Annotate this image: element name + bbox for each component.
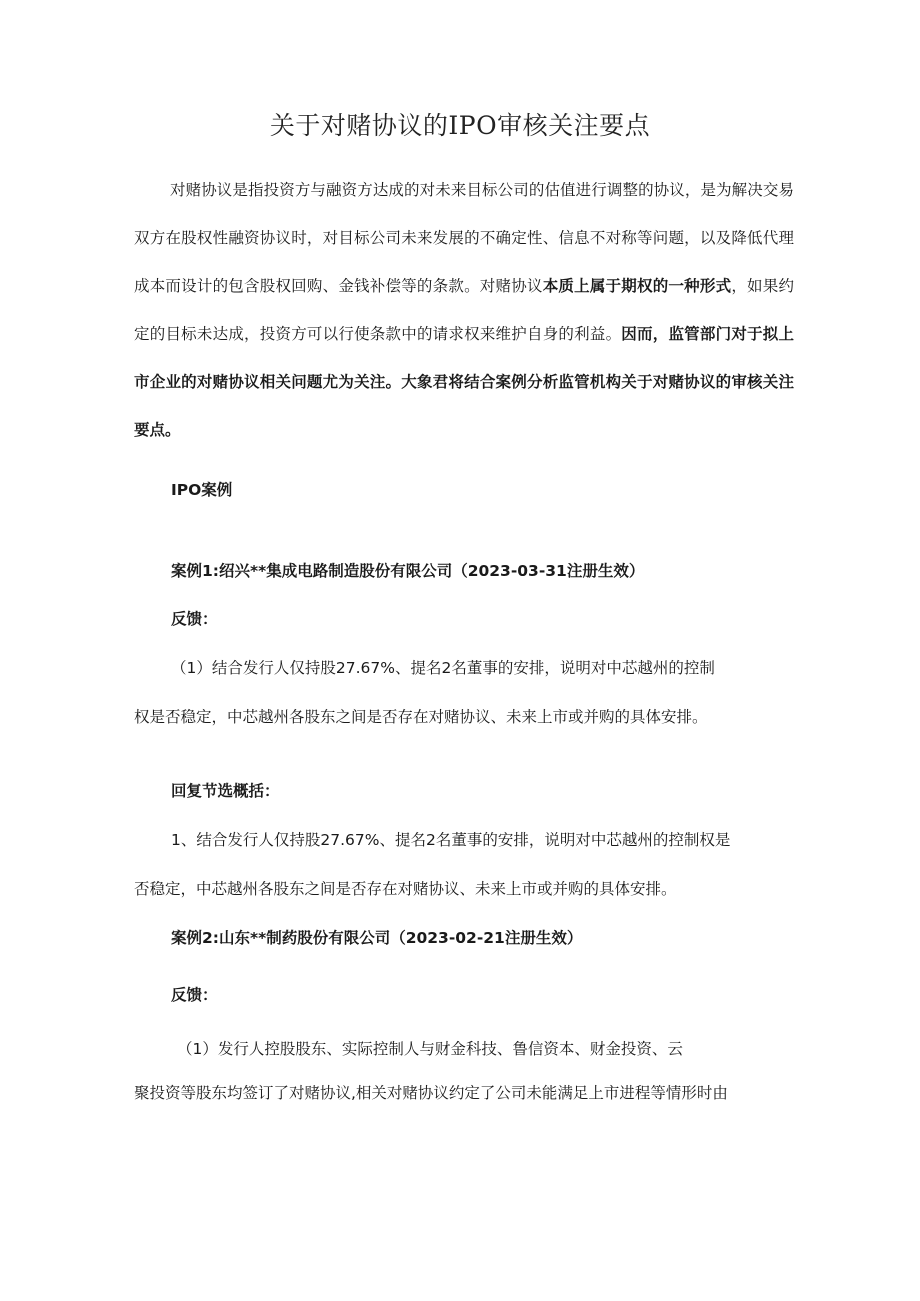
intro-bold-1: 本质上属于期权的一种形式 bbox=[542, 277, 732, 295]
case1-feedback-line: （1）结合发行人仅持股27.67%、提名2名董事的安排，说明对中芯越州的控制 bbox=[171, 659, 715, 677]
case2-heading: 案例2:山东**制药股份有限公司（2023-02-21注册生效） bbox=[171, 929, 583, 947]
intro-text-2: ，如果约定的目标未达成，投资方可以行使条款中的请求权来维护自身的利益。 bbox=[134, 277, 794, 343]
document-title: 关于对赌协议的IPO审核关注要点 bbox=[269, 111, 651, 140]
intro-text-1: 对赌协议是指投资方与融资方达成的对未来目标公司的估值进行调整的协议，是为解决交易双方在股权性融资协议时，对目标公司未来发展的不确定性、信息不对称等问题，以及降低代理成本而设计的包含股权回购、金钱补偿等的条款。对赌协议 bbox=[134, 181, 794, 295]
ipo-cases-heading: IPO案例 bbox=[171, 481, 233, 499]
case2-feedback-label: 反馈： bbox=[171, 986, 218, 1004]
case1-heading: 案例1:绍兴**集成电路制造股份有限公司（2023-03-31注册生效） bbox=[171, 562, 645, 580]
case2-feedback-line: 聚投资等股东均签订了对赌协议,相关对赌协议约定了公司未能满足上市进程等情形时由 bbox=[134, 1084, 728, 1102]
case2-feedback-line: （1）发行人控股股东、实际控制人与财金科技、鲁信资本、财金投资、云 bbox=[177, 1040, 683, 1058]
case1-reply-label: 回复节选概括： bbox=[171, 782, 280, 800]
case1-feedback-label: 反馈： bbox=[171, 610, 218, 628]
case1-reply-line: 否稳定，中芯越州各股东之间是否存在对赌协议、未来上市或并购的具体安排。 bbox=[134, 880, 677, 898]
intro-paragraph bbox=[134, 166, 794, 454]
case1-feedback-line: 权是否稳定，中芯越州各股东之间是否存在对赌协议、未来上市或并购的具体安排。 bbox=[134, 708, 708, 726]
intro-bold-2: 因而，监管部门对于拟上市企业的对赌协议相关问题尤为关注。大象君将结合案例分析监管机构关于对赌协议的审核关注要点。 bbox=[134, 325, 794, 439]
case1-reply-line: 1、结合发行人仅持股27.67%、提名2名董事的安排，说明对中芯越州的控制权是 bbox=[171, 831, 731, 849]
